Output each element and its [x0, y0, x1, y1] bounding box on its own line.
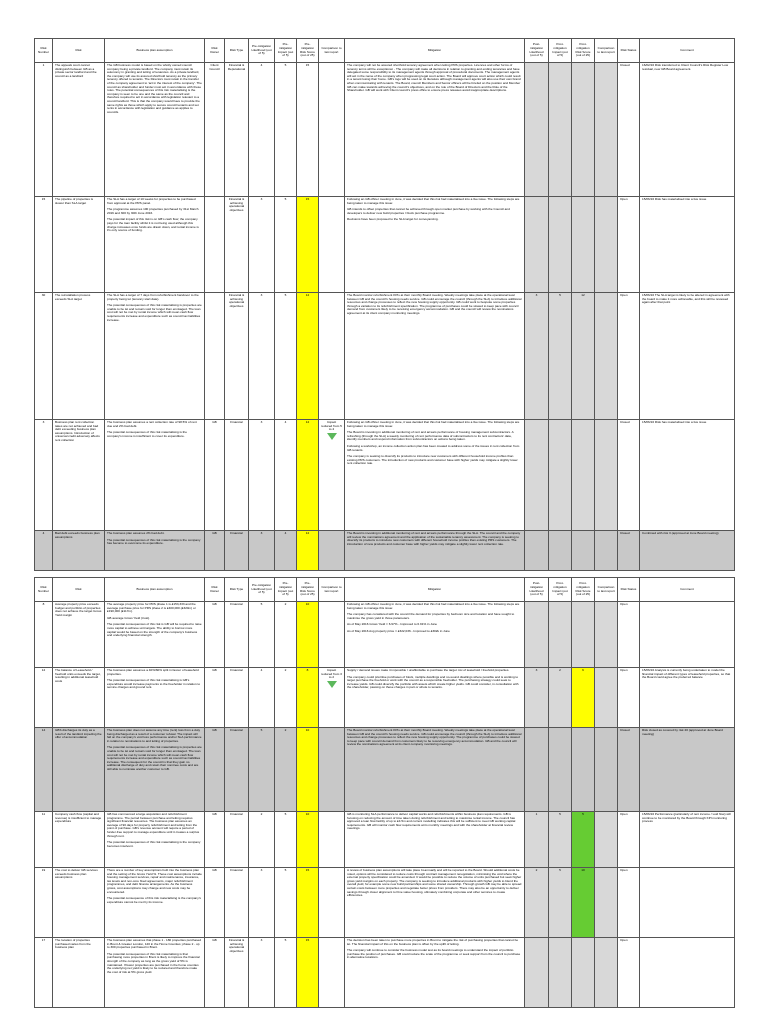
risk-number-cell: 30 — [35, 293, 53, 420]
pre-score-cell: 15 — [297, 197, 319, 293]
pre-score-cell: 12 — [297, 293, 319, 420]
risk-owner-cell: GB — [205, 420, 225, 531]
post-likelihood-cell — [525, 938, 549, 1008]
risk-status-cell: Open — [618, 868, 640, 938]
header-status: Risk Status — [618, 39, 640, 63]
comparison-cell — [319, 728, 345, 812]
pre-impact-cell: 2 — [275, 728, 297, 812]
header-pre-impact: Pre-mitigation Impact (out of 5) — [275, 39, 297, 63]
risk-owner-cell: GB — [205, 602, 225, 668]
table-row — [35, 293, 735, 420]
pre-score-cell: 15 — [297, 938, 319, 1008]
post-comparison-cell — [595, 293, 618, 420]
comparison-cell — [319, 812, 345, 868]
post-impact-cell — [549, 63, 572, 197]
risk-owner-cell: GB — [205, 868, 225, 938]
risk-number-cell: 11 — [35, 812, 53, 868]
risk-owner-cell: GB — [205, 728, 225, 812]
pre-score-cell: 8 — [297, 668, 319, 728]
post-score-cell — [572, 728, 595, 812]
post-impact-cell: 5 — [549, 812, 572, 868]
risk-type-cell: Financial — [225, 668, 249, 728]
header-assumption: Business plan assumption — [105, 39, 205, 63]
pre-likelihood-cell: 4 — [249, 63, 275, 197]
mitigation-cell: Following an GB officer meeting in June, it was decided that this risk had materialised into a live issue. The following steps are being taken to manage this issue: GB intends to offset properties that cannot be achieved through open market purchase by working with the Council and developers to deliver new build properties / block purchase programme. Revisions have been proposed to the SLA target for conveyancing. — [345, 197, 525, 293]
risk-cell: The balance of Leasehold / freehold units exceeds the target, resulting in additional leasehold costs — [53, 668, 105, 728]
assumption-cell: The business plan assumes 2% bad debt. The potential consequences of this risk materialising is the company has become to overcome its expenditure. — [105, 531, 205, 571]
mitigation-cell: GB is monitoring SLA performance to deliver capital works and refurbishments within business plan requirements. GB is focusing on reducing the amount of time taken during refurbishment and letting to maximise rental income. The council has approved a loan flow facility of up to £4.5m and current modelling indicates this will be sufficient to meet GB working capital requirements. GB will monitor cash flow requirements at its monthly meetings and with the shareholder at financial review meetings. — [345, 812, 525, 868]
post-comparison-cell — [595, 63, 618, 197]
risk-type-cell: Financial — [225, 728, 249, 812]
post-comparison-cell — [595, 197, 618, 293]
post-impact-cell — [549, 938, 572, 1008]
comparison-cell — [319, 668, 345, 728]
post-likelihood-cell — [525, 420, 549, 531]
pre-score-cell: 15 — [297, 63, 319, 197]
pre-likelihood-cell: 3 — [249, 197, 275, 293]
risk-type-cell: Financial & achieving operational objectives — [225, 197, 249, 293]
comparison-cell — [319, 868, 345, 938]
risk-cell: The appeals court cannot distinguish between GB as a private sector landlord and the council as a landlord — [53, 63, 105, 197]
risk-number-cell: 4 — [35, 531, 53, 571]
risk-cell: Average property price exceeds budget and portfolio of properties does not achieve the target Gross Yield margin — [53, 602, 105, 668]
pre-impact-cell: 2 — [275, 602, 297, 668]
comment-cell: 15/06/16 Risk has materialised into a live issue — [640, 197, 735, 293]
table-row — [35, 197, 735, 293]
assumption-cell: The business plan assumes a 40%/60% split in favour of leasehold properties. The potential consequences of this risk materialising is GB's expenditure would increase payments to the freeholder in relation to service charges and ground rent. — [105, 668, 205, 728]
post-comparison-cell — [595, 728, 618, 812]
comment-cell — [640, 868, 735, 938]
risk-owner-cell — [205, 197, 225, 293]
pre-likelihood-cell: 2 — [249, 812, 275, 868]
post-impact-cell: 2 — [549, 668, 572, 728]
down-arrow-icon — [327, 433, 337, 440]
pre-likelihood-cell: 3 — [249, 938, 275, 1008]
post-likelihood-cell: 1 — [525, 812, 549, 868]
comment-cell: 16/02/16 Risk transferred to Client Council's Risk Register Low residual, new GB Board agreement. — [640, 63, 735, 197]
comment-cell: 15/06/16 The SLA target is likely to be altered in agreement with the board to make it more achievable, and this will be reviewed again after that point — [640, 293, 735, 420]
header-post-comparison: Comparison to last report — [595, 39, 618, 63]
risk-cell: Company cash flow (capital and revenue) is insufficient to manage expenditure — [53, 812, 105, 868]
table-row — [35, 63, 735, 197]
risk-status-cell: Open — [618, 668, 640, 728]
header-risk: Risk — [53, 39, 105, 63]
table-row — [35, 531, 735, 571]
comment-cell: Risk closed as covered by risk 20 (approved at June Board meeting) — [640, 728, 735, 812]
assumption-cell: The business plan does not assume any time (rent) loss from a duty being discharged as a result of a customer refusal. The impact will fall on the company's void loss performance and/or SLA performance in relation to nominations to and letting of properties. The potential consequences of this risk materialising is properties are unable to be let and remain void for longer than envisaged. The loan cost will not be met by rental income which will mean cash flow requirements increase and expenditure such as council tax liabilities increase. The consequent for the council is that they gain no additional discharge of duty and retain their nominee costs and are still able to nominate another customer to GB. — [105, 728, 205, 812]
risk-status-cell: Closed — [618, 531, 640, 571]
header-mitigation: Mitigation — [345, 578, 525, 602]
table-row — [35, 812, 735, 868]
header-pre-score: Pre-mitigation Risk Score (out of 25) — [297, 39, 319, 63]
table-header-row — [35, 39, 735, 63]
header-post-impact: Post-mitigation Impact (out of 5) — [549, 578, 572, 602]
header-owner: Risk Owner — [205, 578, 225, 602]
comparison-cell — [319, 938, 345, 1008]
risk-type-cell: Financial — [225, 812, 249, 868]
header-type: Risk Type — [225, 578, 249, 602]
post-impact-cell: 5 — [549, 293, 572, 420]
post-score-cell — [572, 63, 595, 197]
risk-cell: Business plan rent collection takes are not achieved and bad debt exceeding business plan assumptions. Introduction of universal credit adversely affects rent collection — [53, 420, 105, 531]
assumption-cell: The SLA has a target of 7 days from refurbishment handover to the property being let (tenancy start date). The potential consequences of this risk materialising is properties are unable to be let and remain void for longer than envisaged. The loan cost will not be met by rental income which will mean cash flow requirements increase and expenditure such as council tax liabilities increase. — [105, 293, 205, 420]
risk-number-cell: 3 — [35, 420, 53, 531]
comment-cell — [640, 938, 735, 1008]
pre-likelihood-cell: 4 — [249, 668, 275, 728]
post-score-cell: 10 — [572, 868, 595, 938]
pre-impact-cell: 4 — [275, 531, 297, 571]
post-comparison-cell — [595, 938, 618, 1008]
post-likelihood-cell — [525, 602, 549, 668]
mitigation-cell: The Board is investing in additional monitoring of rent and arrears performance through the SLA. The council and the company will review the nominations agreement and the application of the sustainable tenancy assessment. The company is seeking to diversify its products to introduce new customers with different household income profiles than existing PRS customers. The introduction of new products and customer base with higher yields may mitigate a slightly lower rent collection rate. — [345, 531, 525, 571]
mitigation-cell: The company will not be assured shorthold tenancy agreement when letting PRS properties. Licences and other forms of tenancy terms will be exceptional. - The company will make all decisions in relation to granting and ending tenancies and have delegated some responsibility to its management agents through approval of procedural documents. The management agents will act in the name of the company when progressing legal court action. The Board will approve court action which could result in a tenant losing their home. GB's logo will be used on its literature although management agents will also use their own brand when communicating with tenants. The Board, council Members and Senior officers will be briefed on the position and Member GB can make towards achieving the council's objectives, and on the role of the Board of Directors and the Role of the Shareholder. GB will work with Client council's press office to ensure press releases avoid inappropriate descriptions. — [345, 63, 525, 197]
comparison-cell — [319, 197, 345, 293]
header-assumption: Business plan assumption — [105, 578, 205, 602]
post-score-cell — [572, 197, 595, 293]
risk-cell: The cost to deliver GB services exceeds business plan assumptions — [53, 868, 105, 938]
pre-impact-cell: 5 — [275, 812, 297, 868]
risk-number-cell: 14 — [35, 728, 53, 812]
post-comparison-cell — [595, 812, 618, 868]
header-pre-likelihood: Pre-mitigation Likelihood (out of 5) — [249, 39, 275, 63]
pre-impact-cell: 5 — [275, 197, 297, 293]
header-mitigation: Mitigation — [345, 39, 525, 63]
risk-number-cell: 15 — [35, 197, 53, 293]
header-post-likelihood: Post-mitigation Likelihood (out of 5) — [525, 39, 549, 63]
risk-status-cell: Closed — [618, 420, 640, 531]
risk-owner-cell: Client Council — [205, 63, 225, 197]
pre-score-cell: 10 — [297, 602, 319, 668]
post-likelihood-cell — [525, 728, 549, 812]
table-row — [35, 602, 735, 668]
table-header-row — [35, 578, 735, 602]
assumption-cell: The SLA has a target of 10 weeks for properties to be purchased from approval at the PRS panel. The programme assumes 100 properties purchased by 31st March 2016 and 300 by 30th June 2016. The potential impact of this risk is on GB's cash flow; the company pays for the loan facility whilst it is not being used although this charge increases once funds are drawn down, and rental income is it's only source of funding. — [105, 197, 205, 293]
comparison-text: Impact reduced from 5 to 4 — [321, 420, 342, 432]
post-impact-cell — [549, 531, 572, 571]
comment-cell: 15/06/16 Performance (particularly of rent income / void flow) will continue to be monitored by the Board through KPI monitoring process — [640, 812, 735, 868]
post-score-cell: 6 — [572, 668, 595, 728]
post-likelihood-cell: 3 — [525, 668, 549, 728]
comparison-cell — [319, 63, 345, 197]
post-impact-cell — [549, 602, 572, 668]
assumption-cell: The average property price for PRS phase 1 is £153,333 and the average purchase price for PRS phase 2 is £400,000 (£320m) or £190,000 (£117m). GB average Gross Yield (trust). The potential consequences of this risk is GB will be required to raise more capital to achieve unit targets. The ability to borrow more capital would be based on the strength of the company's business and underlying financial strength. — [105, 602, 205, 668]
risk-register-table-2 — [34, 577, 735, 1008]
mitigation-cell: The Board monitor refurbishment KPIs at their monthly Board meeting. Weekly meetings take place at the operational level between GB and the council's housing needs service. GB could encourage the council (through the SLA) to introduce additional resources and change processes to reflect the new housing supply opportunity. The programme of purchases could be slowed to keep pace with council demand from customers likely to be receiving emergency accommodation. GB and the council will review the nominations agreement at its client company monitoring meetings. — [345, 728, 525, 812]
risk-type-cell: Financial — [225, 602, 249, 668]
post-score-cell — [572, 602, 595, 668]
header-post-score: Post-mitigation Risk Score (out of 25) — [572, 578, 595, 602]
table-body — [35, 602, 735, 1008]
risk-type-cell: Financial — [225, 531, 249, 571]
comparison-cell — [319, 293, 345, 420]
pre-score-cell: 10 — [297, 812, 319, 868]
mitigation-cell: Following an GB officer meeting in June, it was decided that this risk had materialised into a live issue. The following steps are being taken to manage this issue: The Board is investing in additional monitoring of rent and arrears performance of housing management subcontractors. A refreshing (through the SLA) a weekly monitoring of rent performance data of subcontractors to its rent contractors' data, identify members and respond information from subcontractors on actions being taken. Following a workshop, an income collection action plan has been created to address some of the issues in rent collection from GB tenants. The company is seeking to diversify its products to introduce new customers with different household income profiles than existing PRS customers. The introduction of new products and customer base with higher yields may mitigate a slightly lower rent collection rate. — [345, 420, 525, 531]
header-risk-number: Risk Number — [35, 578, 53, 602]
risk-type-cell: Financial & Reputational — [225, 63, 249, 197]
header-post-impact: Post-mitigation Impact (out of 5) — [549, 39, 572, 63]
post-comparison-cell — [595, 420, 618, 531]
risk-status-cell: Open — [618, 293, 640, 420]
header-pre-score: Pre-mitigation Risk Score (out of 25) — [297, 578, 319, 602]
table-row — [35, 868, 735, 938]
risk-status-cell: Open — [618, 602, 640, 668]
risk-cell: The reinstallation process exceeds SLA target — [53, 293, 105, 420]
post-impact-cell — [549, 197, 572, 293]
header-comment: Comment — [640, 39, 735, 63]
header-comparison: Comparison to last report — [319, 578, 345, 602]
post-likelihood-cell — [525, 197, 549, 293]
risk-cell: Bad debt exceeds business plan assumptions — [53, 531, 105, 571]
comment-cell: 15/06/16 Risk has materialised into a live issue — [640, 420, 735, 531]
post-comparison-cell — [595, 868, 618, 938]
pre-likelihood-cell: 3 — [249, 293, 275, 420]
pre-score-cell: 10 — [297, 728, 319, 812]
post-comparison-cell — [595, 531, 618, 571]
pre-score-cell: 12 — [297, 531, 319, 571]
header-post-likelihood: Post-mitigation Likelihood (out of 5) — [525, 578, 549, 602]
risk-cell: GBS discharges its duty as a result of the landlord impeding the offer of accommodation — [53, 728, 105, 812]
risk-register-page-1 — [34, 38, 734, 571]
post-score-cell — [572, 938, 595, 1008]
pre-likelihood-cell: 3 — [249, 531, 275, 571]
header-status: Risk Status — [618, 578, 640, 602]
post-likelihood-cell — [525, 531, 549, 571]
header-owner: Risk Owner — [205, 39, 225, 63]
header-risk: Risk — [53, 578, 105, 602]
risk-owner-cell: GB — [205, 812, 225, 868]
pre-impact-cell: 4 — [275, 420, 297, 531]
header-pre-impact: Pre-mitigation Impact (out of 5) — [275, 578, 297, 602]
table-row — [35, 728, 735, 812]
comment-cell: 15/06/16 Analysis is currently being undertaken to model the financial impact of different types of leasehold properties, so that the Board could agree the preferred balance — [640, 668, 735, 728]
risk-cell: The pipeline of properties is slower than SLA target — [53, 197, 105, 293]
pre-impact-cell: 5 — [275, 868, 297, 938]
risk-status-cell: Closed — [618, 728, 640, 812]
header-risk-number: Risk Number — [35, 39, 53, 63]
post-likelihood-cell: 2 — [525, 868, 549, 938]
risk-number-cell: 12 — [35, 668, 53, 728]
post-score-cell: 5 — [572, 812, 595, 868]
risk-owner-cell — [205, 293, 225, 420]
post-comparison-cell — [595, 602, 618, 668]
comment-cell: Combined with risk 3 (approved at June Board meeting) — [640, 531, 735, 571]
mitigation-cell: The Board monitor refurbishment KPIs at their monthly Board meeting. Weekly meetings take place at the operational level between GB and the council's housing needs service. GB could encourage the council (through the SLA) to introduce additional resources and change processes to reflect the new housing supply opportunity. GB could work to bespoke some properties through a variation to its refurbishment specification. The programme of purchases could be slowed to keep pace with council demand from customers likely to be receiving emergency accommodation. GB and the council will review the nominations agreement at its client company monitoring meetings. — [345, 293, 525, 420]
pre-impact-cell: 2 — [275, 668, 297, 728]
risk-number-cell: 17 — [35, 938, 53, 1008]
post-likelihood-cell — [525, 63, 549, 197]
pre-likelihood-cell: 5 — [249, 602, 275, 668]
risk-owner-cell: GB — [205, 531, 225, 571]
header-post-comparison: Comparison to last report — [595, 578, 618, 602]
risk-status-cell: Open — [618, 197, 640, 293]
table-row — [35, 938, 735, 1008]
risk-status-cell: Closed — [618, 63, 640, 197]
comparison-cell — [319, 602, 345, 668]
down-arrow-icon — [327, 681, 337, 688]
header-post-score: Post-mitigation Risk Score (out of 25) — [572, 39, 595, 63]
table-row — [35, 668, 735, 728]
header-pre-likelihood: Pre-mitigation Likelihood (out of 5) — [249, 578, 275, 602]
post-score-cell — [572, 531, 595, 571]
pre-likelihood-cell: 3 — [249, 420, 275, 531]
assumption-cell: The business plan assumes that phase 1 - 180 properties purchased in Brent & Greater London, 120 in the Home Counties; phase 2 - up to 300 properties purchased in Brent. The potential consequences of this risk materialising is that purchasing more properties in Brent is likely to improve the financial strength of the company as long as the gross yield of 5% is maintained. If fewer properties are purchased in the home counties the underlying net yield is likely to be reduced and therefore make the cost of risk at 5% gross yield. — [105, 938, 205, 1008]
post-likelihood-cell: 3 — [525, 293, 549, 420]
risk-owner-cell: GB — [205, 938, 225, 1008]
comment-cell — [640, 602, 735, 668]
comparison-cell — [319, 420, 345, 531]
pre-score-cell: 15 — [297, 868, 319, 938]
mitigation-cell: The decision has been taken to purchase more properties in Brent to mitigate the risk of purchasing properties that cannot be let. The financial impact of this on the business plan is offset by the uplift of letting. The company will continue to consider the business model test as its board meetings to understand the impact of portfolio purchase the position of purchases. GB could reduce the scale of the programme or seek support from the council to purchase in alternative locations. — [345, 938, 525, 1008]
post-impact-cell — [549, 728, 572, 812]
post-score-cell: 12 — [572, 293, 595, 420]
header-comparison: Comparison to last report — [319, 39, 345, 63]
risk-register-table-1 — [34, 38, 735, 571]
pre-likelihood-cell: 5 — [249, 728, 275, 812]
risk-cell: The location of properties purchased varies from the business plan — [53, 938, 105, 1008]
pre-impact-cell: 5 — [275, 293, 297, 420]
post-comparison-cell — [595, 668, 618, 728]
risk-number-cell: 1 — [35, 63, 53, 197]
post-impact-cell: 5 — [549, 868, 572, 938]
post-impact-cell — [549, 420, 572, 531]
pre-impact-cell: 5 — [275, 63, 297, 197]
pre-score-cell: 12 — [297, 420, 319, 531]
risk-status-cell: Open — [618, 812, 640, 868]
risk-type-cell: Financial & achieving operational objectives — [225, 293, 249, 420]
table-row — [35, 420, 735, 531]
assumption-cell: GB has commenced a large acquisition and refurbishment programme. The period between purchase and letting requires significant financial resources. The business plan assumes an average of 90 days for property refurbishment and letting from the point of purchase. GB's revenue account will require a period of funder-free support to manage expenditure until it creates a surplus through rent. The potential consequences of this risk materialising is the company becomes insolvent. — [105, 812, 205, 868]
pre-likelihood-cell: 3 — [249, 868, 275, 938]
mitigation-cell: A review of business plan assumptions will take place bi-annually and will be reported to the Board. Should additional costs be noted, options will be considered to reduce costs through contract management renegotiation, minimising the void where the external property specification could be amended. It would be possible to reduce the volume of units purchased but seek higher gross yield margins on each property. The company is seeking to introduce additional products with higher yields to blend the overall yield, for example some new build partnerships and some shared ownership. Through growth GB may be able to spread certain costs between more properties and negotiate better prices from providers. There may also be an opportunity to deliver savings through closer alignment to Fine value housing, ultimately combining corporate and other services to create efficiencies. — [345, 868, 525, 938]
risk-number-cell: 8 — [35, 602, 53, 668]
risk-type-cell: Financial — [225, 420, 249, 531]
mitigation-cell: Supply / demand issues make it impossible / unaffordable to purchase the target mix of leasehold / freehold properties. The company could prioritise purchases of block, multiple dwellings and no-sound dwellings where possible and is working to target purchase the freehold or work with the council as a responsible freeholder. The purchasing strategy could seek to increase yields. GB could diversify the portfolio with assets which create higher yields. GB could consider, in consultation with the shareholder, passing on these charges in part or whole to tenants. — [345, 668, 525, 728]
risk-type-cell: Financial — [225, 868, 249, 938]
comparison-cell — [319, 531, 345, 571]
risk-status-cell: Open — [618, 938, 640, 1008]
pre-impact-cell: 5 — [275, 938, 297, 1008]
header-comment: Comment — [640, 578, 735, 602]
risk-owner-cell: GB — [205, 668, 225, 728]
mitigation-cell: Following an GB officer meeting in June, it was decided that this risk had materialised into a live issue. The following steps are being taken to manage this issue: The company has considered with the council the demand for properties by bedroom size and location and have sought to maximise the gross yield in those parameters. As of May 2016 Gross Yield = 6.97% - Improved to 6.91% in June As of May 2016 Avg property price = £322,036 - Improved to £302k in June — [345, 602, 525, 668]
risk-register-page-2 — [34, 577, 734, 1008]
assumption-cell: The GB business model is based on the wholly owned council company being a private landlord. The company must retain its autonomy in granting and letting of tenancies. As a private landlord, the company will use its assured shorthold tenancy as the primary tenancy offered to tenants. The Directors must retain in the transfer of the company agreement to 'act in the interest of the company'. The council as shareholder and funder must act in accordance with these roles. The potential consequences of this risk materialising is the company is seen to be one and the same as the council and therefore required to act in accordance with legislation relevant to a council landlord. This is that the company would have to provide the same rights as those which apply to secure council tenants and set rents in accordance with legislation and guidance as applies to councils. — [105, 63, 205, 197]
assumption-cell: There are a number of key assumptions built into the business plan and the setting of the Gross Yield %. These cost assumptions include housing management services, repair and maintenance, insurance, tax levels and non-core fixed agreements, major refurbishment programmes, and debt finance arrangements. As the business grows, cost assumptions may change and new costs may be encountered. The potential consequence of this risk materialising is the company's expenditure cannot be met by its income. — [105, 868, 205, 938]
post-score-cell — [572, 420, 595, 531]
comparison-text: Impact reduced from 3 to 2 — [321, 668, 342, 680]
assumption-cell: The business plan assumes a rent collection rate of 98.5% of rent due and 2% bad debt. The potential consequences of this risk materialising is the company's income is insufficient to cover its expenditure. — [105, 420, 205, 531]
risk-type-cell: Financial & achieving operational objectives — [225, 938, 249, 1008]
table-body — [35, 63, 735, 571]
header-type: Risk Type — [225, 39, 249, 63]
risk-number-cell: 19 — [35, 868, 53, 938]
